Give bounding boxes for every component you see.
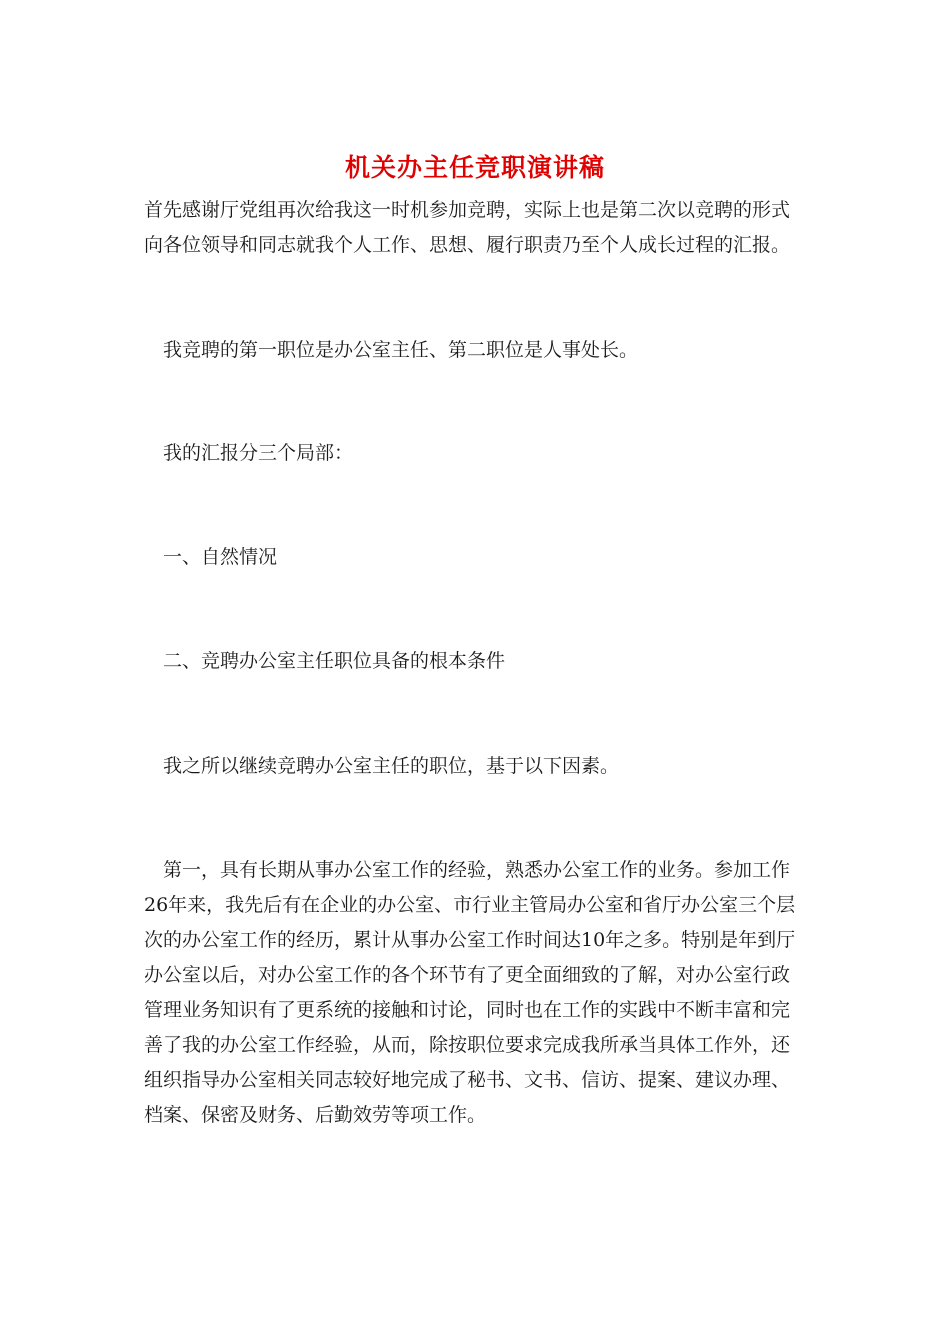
paragraph-line: 一、自然情况: [163, 546, 278, 568]
paragraph-positions: [144, 333, 804, 368]
paragraph-line: 善了我的办公室工作经验，从而，除按职位要求完成我所承当具体工作外，还: [144, 1034, 791, 1056]
paragraph-first-reason: [144, 853, 804, 1133]
section-heading-2: [144, 644, 804, 679]
paragraph-line: 首先感谢厅党组再次给我这一时机参加竞聘，实际上也是第二次以竞聘的形式: [144, 199, 791, 221]
paragraph-intro: [144, 193, 804, 263]
paragraph-line: 档案、保密及财务、后勤效劳等项工作。: [144, 1104, 487, 1126]
paragraph-line: 二、竞聘办公室主任职位具备的根本条件: [163, 650, 506, 672]
paragraph-line: 管理业务知识有了更系统的接触和讨论，同时也在工作的实践中不断丰富和完: [144, 999, 791, 1021]
paragraph-line: 次的办公室工作的经历，累计从事办公室工作时间达10年之多。特别是年到厅: [144, 929, 796, 951]
section-heading-1: [144, 540, 804, 575]
paragraph-line: 我竞聘的第一职位是办公室主任、第二职位是人事处长。: [163, 339, 639, 361]
paragraph-line: 向各位领导和同志就我个人工作、思想、履行职责乃至个人成长过程的汇报。: [144, 234, 791, 256]
paragraph-line: 我的汇报分三个局部：: [163, 442, 354, 464]
paragraph-line: 第一，具有长期从事办公室工作的经验，熟悉办公室工作的业务。参加工作: [163, 859, 791, 881]
paragraph-reasons: [144, 749, 804, 784]
paragraph-line: 我之所以继续竞聘办公室主任的职位，基于以下因素。: [163, 755, 620, 777]
paragraph-outline: [144, 436, 804, 471]
document-title: 机关办主任竞职演讲稿: [344, 153, 605, 182]
paragraph-line: 组织指导办公室相关同志较好地完成了秘书、文书、信访、提案、建议办理、: [144, 1069, 791, 1091]
paragraph-line: 办公室以后，对办公室工作的各个环节有了更全面细致的了解，对办公室行政: [144, 964, 791, 986]
paragraph-line: 26年来，我先后有在企业的办公室、市行业主管局办公室和省厅办公室三个层: [144, 894, 796, 916]
